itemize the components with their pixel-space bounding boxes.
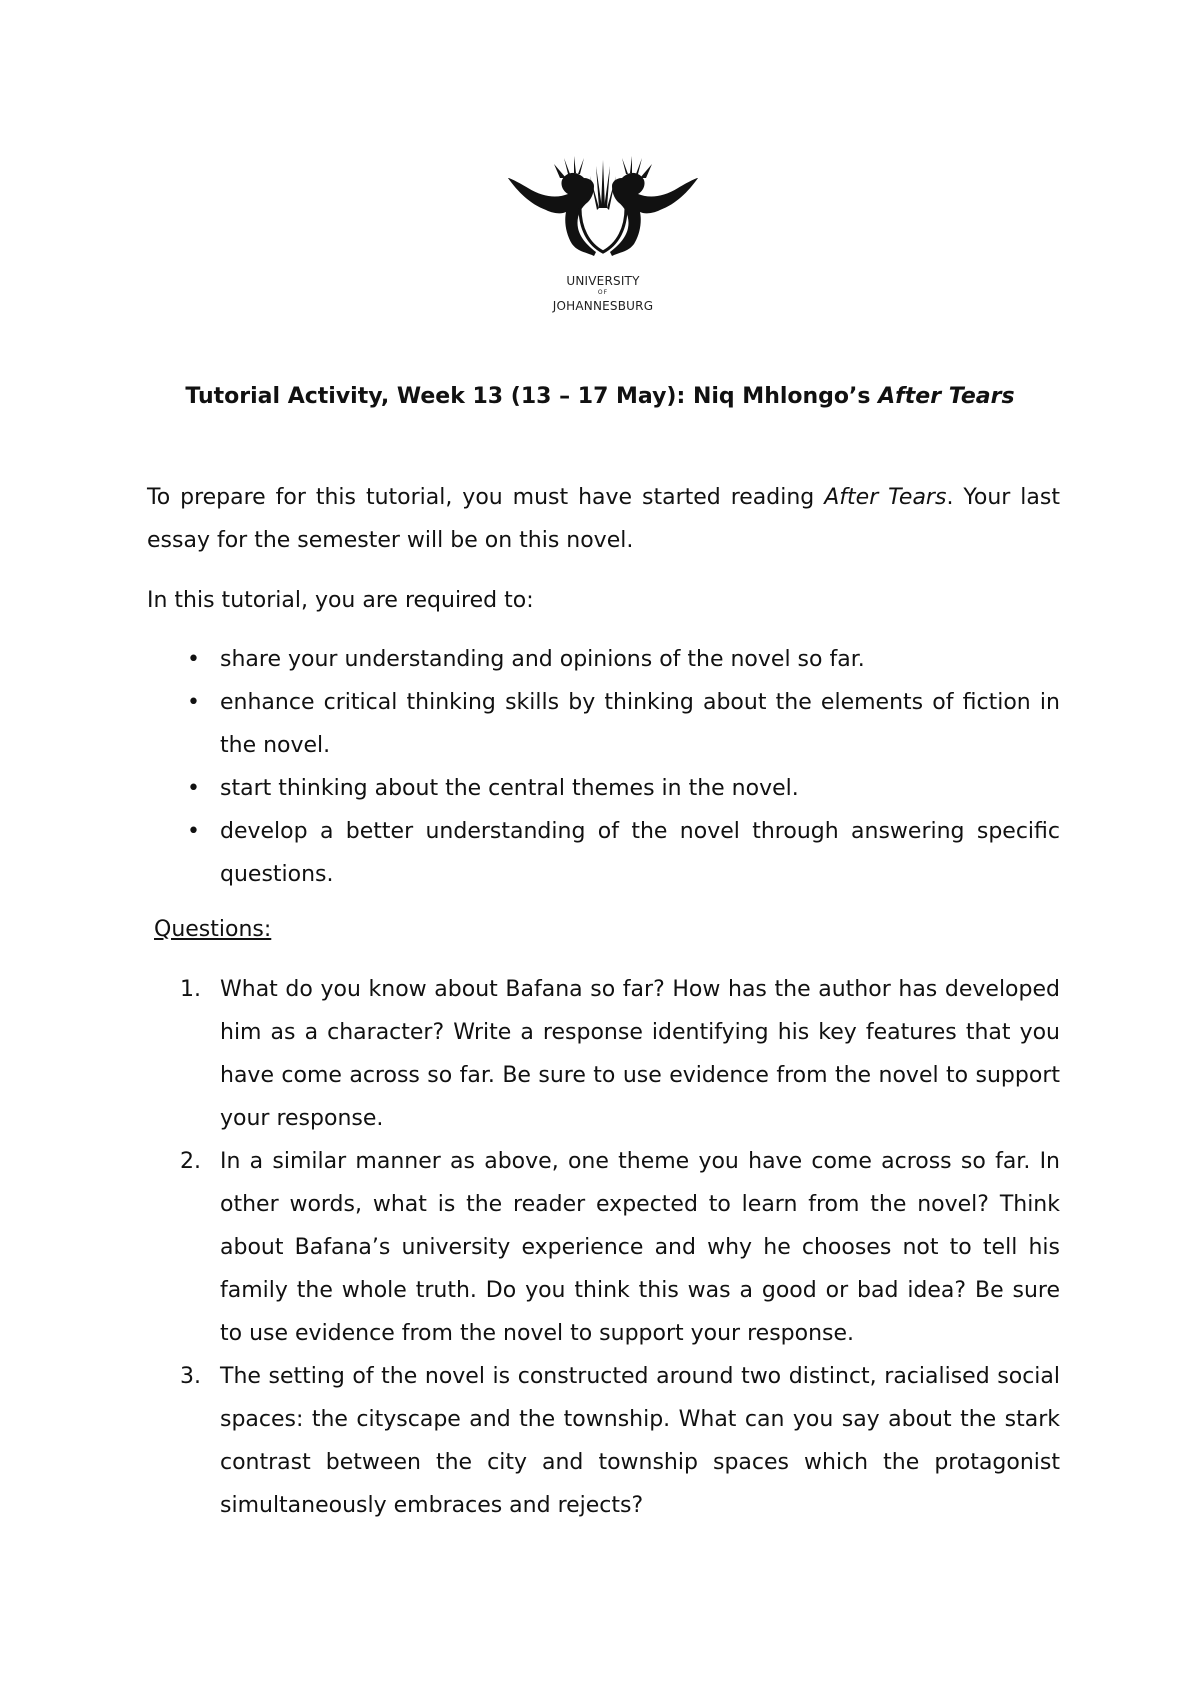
bullet-text: enhance critical thinking skills by thinking about the elements of fiction in the novel. (220, 690, 1060, 758)
intro-italic: After Tears (824, 485, 947, 510)
university-logo (508, 148, 698, 328)
question-text: The setting of the novel is constructed around two distinct, racialised social spaces: the cityscape and the township. What can you say about the stark contrast between the city and township spaces which the protagonist simultaneously embraces and rejects? (220, 1364, 1060, 1518)
bullet-icon: • (187, 690, 200, 715)
question-text: What do you know about Bafana so far? How has the author has developed him as a character? Write a response identifying his key features that you have come across so far. Be sure to use evidence from the novel to support your response. (220, 977, 1060, 1131)
question-number: 1. (180, 977, 201, 1002)
bullet-icon: • (187, 647, 200, 672)
intro-part1: To prepare for this tutorial, you must have started reading (147, 485, 825, 510)
questions-heading: Questions: (154, 917, 272, 942)
bullet-icon: • (187, 819, 200, 844)
university-of-johannesburg-crest-icon (508, 148, 698, 273)
list-item (147, 767, 1060, 810)
intro-part2: . Your last essay for the semester will be on this novel. (147, 485, 1060, 553)
question-number: 2. (180, 1149, 201, 1174)
logo-text-of: OF (597, 289, 609, 296)
question-number: 3. (180, 1364, 201, 1389)
question-item (147, 968, 1060, 1140)
bullet-text: develop a better understanding of the novel through answering specific questions. (220, 819, 1060, 887)
questions-list (147, 968, 1060, 1527)
page-title (150, 375, 1050, 418)
intro-paragraph (147, 476, 1060, 562)
question-item (147, 1355, 1060, 1527)
logo-text-johannesburg: JOHANNESBURG (552, 299, 654, 313)
title-italic: After Tears (878, 384, 1015, 409)
list-item (147, 638, 1060, 681)
bullet-text: share your understanding and opinions of the novel so far. (220, 647, 865, 672)
list-item (147, 681, 1060, 767)
title-main: Tutorial Activity, Week 13 (13 – 17 May): Niq Mhlongo’s (185, 384, 879, 409)
bullet-icon: • (187, 776, 200, 801)
requirements-lead: In this tutorial, you are required to: (147, 588, 534, 613)
requirements-list (147, 638, 1060, 896)
list-item (147, 810, 1060, 896)
logo-text-university: UNIVERSITY (566, 274, 640, 288)
question-text: In a similar manner as above, one theme you have come across so far. In other words, what is the reader expected to learn from the novel? Think about Bafana’s university experience and why he chooses not to tell his family the whole truth. Do you think this was a good or bad idea? Be sure to use evidence from the novel to support your response. (220, 1149, 1060, 1346)
bullet-text: start thinking about the central themes in the novel. (220, 776, 799, 801)
question-item (147, 1140, 1060, 1355)
